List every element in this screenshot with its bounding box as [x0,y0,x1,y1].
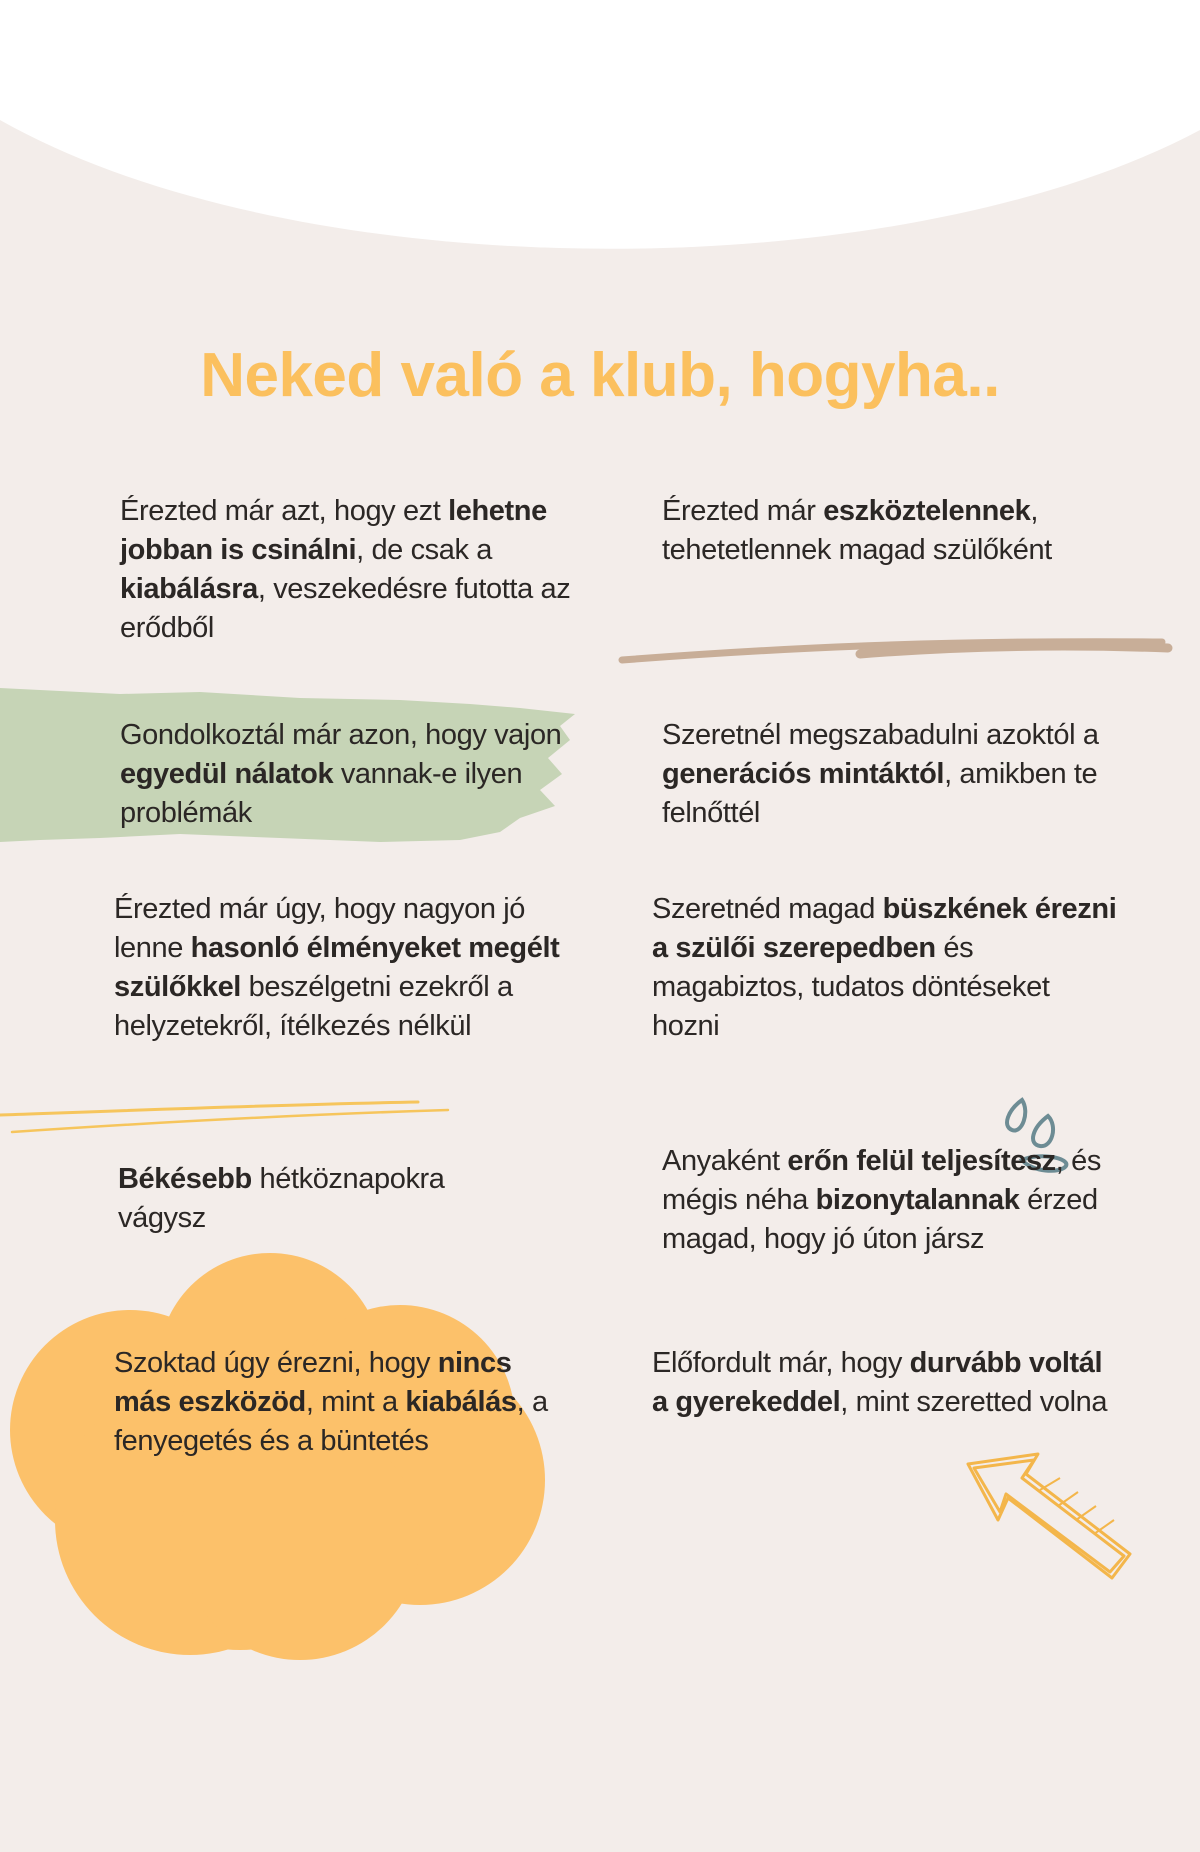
text-block-6 [652,890,1122,1046]
emphasis-text: kiabálás [405,1386,517,1418]
emphasis-text: kiabálásra [120,573,258,605]
page-title: Neked való a klub, hogyha.. [200,341,1000,410]
emphasis-text: hasonló élményeket megélt szülőkkel [114,932,560,1003]
body-text: Anyaként [662,1145,788,1177]
body-text: Érezted már úgy, hogy nagyon jó lenne [114,893,526,964]
body-text: és magabiztos, tudatos döntéseket hozni [652,932,1050,1042]
tan-brush-stroke [622,642,1168,660]
arrow-doodle-icon [968,1454,1130,1578]
text-block-10 [652,1344,1122,1422]
body-text: , mint szeretted volna [840,1386,1108,1418]
text-block-2 [662,492,1132,570]
body-text: Szoktad úgy érezni, hogy [114,1347,438,1379]
text-block-4 [662,716,1132,833]
body-text: hétköznapokra vágysz [118,1163,445,1234]
body-text: , de csak a [356,534,492,566]
body-text: , a fenyegetés és a büntetés [114,1386,548,1457]
body-text: beszélgetni ezekről a helyzetekről, ítélkezés nélkül [114,971,513,1042]
body-text: , veszekedésre futotta az erődből [120,573,571,644]
emphasis-text: erőn felül teljesítesz [787,1145,1056,1177]
body-text: , tehetetlennek magad szülőként [662,495,1052,566]
body-text: Gondolkoztál már azon, hogy vajon [120,719,562,751]
emphasis-text: büszkének érezni a szülői szerepedben [652,893,1117,964]
body-text: Érezted már azt, hogy ezt [120,495,449,527]
body-text: , mint a [305,1386,406,1418]
emphasis-text: bizonytalannak [815,1184,1020,1216]
yellow-squiggle-line [0,1102,448,1132]
text-block-7 [118,1160,538,1238]
top-white-arc [0,0,1200,249]
emphasis-text: egyedül nálatok [120,758,334,790]
body-text: vannak-e ilyen problémák [120,758,523,829]
emphasis-text: eszköztelennek [823,495,1031,527]
emphasis-text: durvább voltál a gyerekeddel [652,1347,1103,1418]
text-block-8 [662,1142,1132,1259]
body-text: Szeretnél megszabadulni azoktól a [662,719,1099,751]
emphasis-text: nincs más eszközöd [114,1347,512,1418]
emphasis-text: Békésebb [118,1163,252,1195]
body-text: , és mégis néha [662,1145,1101,1216]
text-block-5 [114,890,584,1046]
body-text: érzed magad, hogy jó úton jársz [662,1184,1098,1255]
body-text: Érezted már [662,495,824,527]
body-text: Előfordult már, hogy [652,1347,910,1379]
emphasis-text: lehetne jobban is csinálni [120,495,547,566]
text-block-9 [114,1344,554,1461]
emphasis-text: generációs mintáktól [662,758,945,790]
body-text: , amikben te felnőttél [662,758,1098,829]
text-block-1 [120,492,590,648]
text-block-3 [120,716,590,833]
body-text: Szeretnéd magad [652,893,883,925]
